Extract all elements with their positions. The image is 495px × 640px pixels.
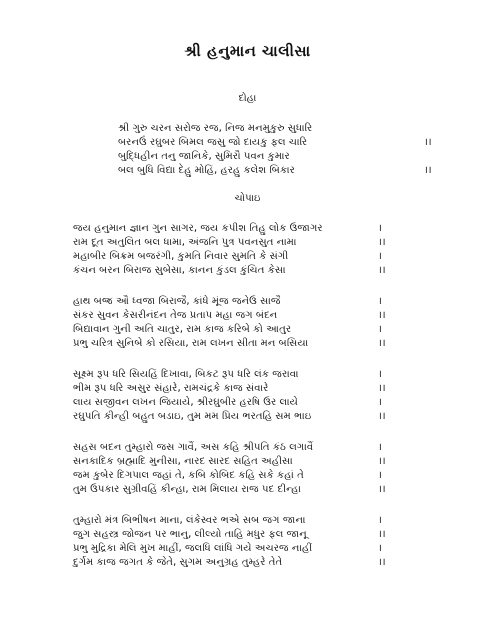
chaupai-line-11: લાય સજીવન લખન જિયાયે, શ્રીરઘુબીર હરષિ ઉર લાયે <box>73 397 299 408</box>
chaupai-line-9: સૂક્ષ્મ રૂપ ધરિ સિયહિં દિખાવા, બિકટ રૂપ ધરિ લંક જરાવા <box>73 369 299 380</box>
chaupai-mark-20: ।। <box>378 557 386 568</box>
chaupai-mark-7: । <box>378 324 382 335</box>
chaupai-line-18: જુગ સહસ્ત્ર જોજન પર ભાનુ, લીલ્યો તાહિ મધુર ફલ જાનૂ <box>73 529 307 540</box>
chaupai-line-7: બિદ્યાવાન ગુની અતિ ચાતુર, રામ કાજ કરિબે કો આતુર <box>73 324 292 335</box>
chaupai-mark-6: ।। <box>378 310 386 321</box>
doha-line-3: બુદ્ધિહીન તનુ જાનિકે, સુમિરૌ પવન કુમાર <box>118 151 290 162</box>
chaupai-line-19: પ્રભુ મુદ્રિકા મેલિ મુખ માહીં, જલધિ લાંધિ ગયે અચરજ નાહીં <box>73 543 313 554</box>
chaupai-line-12: રઘુપતિ કીન્હી બહુત બડાઇ, તુમ મમ પ્રિય ભરતહિ સમ ભાઇ <box>73 411 312 422</box>
doha-heading: દોહા <box>238 93 257 104</box>
chaupai-mark-16: ।। <box>378 484 386 495</box>
chaupai-mark-12: ।। <box>378 411 386 422</box>
chaupai-mark-18: ।। <box>378 529 386 540</box>
chaupai-line-8: પ્રભુ ચરિત્ર સુનિબે કો રસિયા, રામ લખન સીતા મન બસિયા <box>73 338 309 349</box>
chaupai-line-2: રામ દૂત અતુલિત બલ ધામા, અંજનિ પુત્ર પવનસુત નામા <box>73 237 297 248</box>
chaupai-line-1: જય હનુમાન જ્ઞાન ગુન સાગર, જય કપીશ તિહુ લોક ઉજાગર <box>73 223 323 234</box>
chaupai-mark-14: ।। <box>378 456 386 467</box>
doha-line-2: બરનઉં રઘુબર બિમલ જસુ જો દાયકુ ફલ ચારિ <box>118 137 308 148</box>
chaupai-mark-3: । <box>378 251 382 262</box>
chaupai-line-10: ભીમ રૂપ ધરિ અસુર સંહારે, રામચંદ્રકે કાજ સંવારે <box>73 383 269 394</box>
chaupai-mark-1: । <box>378 223 382 234</box>
chaupai-mark-13: । <box>378 442 382 453</box>
chaupai-mark-5: । <box>378 296 382 307</box>
chaupai-mark-8: ।। <box>378 338 386 349</box>
chaupai-line-13: સહસ બદન તુમ્હારો જસ ગાવૈં, અસ કહિ શ્રીપતિ કંઠ લગાવૈં <box>73 442 314 453</box>
chaupai-line-17: તુમ્હારો મંત્ર બિભીષન માના, લંકેસ્વર ભએ સબ જગ જાના <box>73 515 306 526</box>
doha-mark-2: ।। <box>424 137 432 148</box>
chaupai-mark-19: । <box>378 543 382 554</box>
chaupai-line-4: કંચન બરન બિરાજ સુબેસા, કાનન કુંડલ કુંચિત કેસા <box>73 265 286 276</box>
chaupai-mark-15: । <box>378 470 382 481</box>
chaupai-mark-17: । <box>378 515 382 526</box>
chaupai-mark-2: ।। <box>378 237 386 248</box>
chaupai-line-20: દુર્ગમ કાજ જગત કે જેતે, સુગમ અનુગ્રહ તુમ્હરે તેતે <box>73 557 283 568</box>
chaupai-heading: ચોપાઇ <box>234 193 261 204</box>
chaupai-mark-11: । <box>378 397 382 408</box>
doha-line-4: બલ બુધિ વિદ્યા દેહુ મોહિં, હરહુ કલેશ બિકાર <box>118 165 295 176</box>
chaupai-line-5: હાથ બજ્ર ઔ ધ્વજા બિરાજૈ, કાંધે મૂંજ જનેઉ સાજૈ <box>73 296 281 307</box>
chaupai-line-14: સનકાદિક બ્રહ્માદિ મુનીસા, નારદ સારદ સહિત અહીસા <box>73 456 293 467</box>
chaupai-line-15: જમ કુબેર દિગપાલ જહાં તે, કબિ કોબિદ કહિ સકે કહાં તે <box>73 470 304 481</box>
doha-mark-4: ।। <box>424 165 432 176</box>
chaupai-mark-9: । <box>378 369 382 380</box>
chaupai-line-16: તુમ ઉપકાર સુગ્રીવહિં કીન્હા, રામ મિલાય રાજ પદ દીન્હા <box>73 484 301 495</box>
chaupai-mark-10: ।। <box>378 383 386 394</box>
chaupai-line-6: સંકર સુવન કેસરીનંદન તેજ પ્રતાપ મહા જગ બંદન <box>73 310 278 321</box>
doha-line-1: શ્રી ગુરુ ચરન સરોજ રજ, નિજ મનમુકુરુ સુધારિ <box>118 123 313 134</box>
chaupai-line-3: મહાબીર બિક્રમ બજરંગી, કુમતિ નિવાર સુમતિ કે સંગી <box>73 251 289 262</box>
chaupai-mark-4: ।। <box>378 265 386 276</box>
page-title: શ્રી હનુમાન ચાલીસા <box>184 42 311 60</box>
